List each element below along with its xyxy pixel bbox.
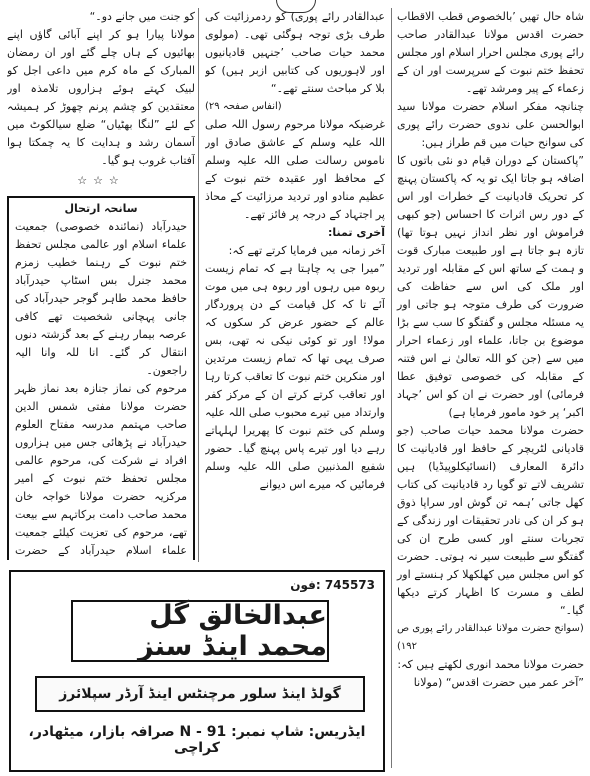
advertisement-box (9, 570, 385, 772)
section-heading: آخری تمنا: (328, 226, 385, 239)
paragraph: عبدالقادر رائے پوری) کو ردمرزائیت کی طرف بڑی توجہ ہوگئی تھی۔ (مولوی محمد حیات صاحب ’جنہیں قادیانیوں اور لاہوریوں کی کتابیں ازبر ہیں) کو بلا کر مباحث سنتے تھے۔“ (205, 10, 385, 95)
quote-paragraph: ”پاکستان کے دوران قیام دو نئی باتوں کا اضافہ ہو جاتا ایک تو یہ کہ پاکستان پہنچ کر تحریک قادیانیت کے خطرات اور اس کے دور رس اثرات کا احساس (جو کبھی فراموش اور نظر انداز نہیں ہوتا تھا) تازہ ہو جاتا ہے اور طبیعت مبارک قوت و ہمت کے ساتھ اس کے مقابلہ اور تردید اور ملک کی اس سے حفاظت کی ضرورت کی طرف متوجہ ہو جاتی اور یہ مسئلہ مجلس و گفتگو کا سب سے بڑا موضوع بن جاتا، علماء اور زعماء احرار میں سے (جن کو اللہ تعالیٰ نے اس فتنہ کے مقابلہ کی خصوصی توفیق عطا فرمائی) اور حضرت نے ان کو اس ’جہاد اکبر‘ پر خود مامور فرمایا ہے) (397, 154, 584, 419)
ad-phone-label: فون: (290, 578, 321, 592)
ad-company-name-box (71, 600, 329, 662)
ad-phone (290, 578, 375, 592)
obituary-title: سانحہ ارتحال (64, 202, 138, 215)
ad-company-name: عبدالخالق گل محمد اینڈ سنز (137, 600, 327, 662)
obituary-paragraph: حیدرآباد (نمائندہ خصوصی) جمعیت علماء اسلام اور عالمی مجلس تحفظ ختم نبوت کے رہنما خطیب زمزم محمد جنرل بس اسٹاپ حیدرآباد حافظ محمد طاہر گوجر حیدرآباد کی جانی پہچانی شخصیت تھے کافی عرصہ بیمار رہنے کے بعد گزشتہ دنوں انتقال کر گئے۔ انا للہ وانا الیہ راجعون۔ (15, 220, 187, 377)
paragraph: چنانچہ مفکر اسلام حضرت مولانا سید ابوالحسن علی ندوی حضرت رائے پوری کی سوانح حیات میں قم طراز ہیں: (397, 100, 584, 149)
column-middle (205, 8, 385, 560)
obituary-box (7, 196, 195, 560)
citation: (سوانح حضرت مولانا عبدالقادر رائے پوری ص ۱۹۲) (397, 623, 584, 652)
paragraph: غرضیکہ مولانا مرحوم رسول اللہ صلی اللہ علیہ وسلم کے عاشق صادق اور ناموس رسالت صلی اللہ علیہ وسلم کے محافظ اور عقیدہ ختم نبوت کے عظیم منادو اور تردید مرزائیت کے محاذ پر اجتہاد کے درجہ پر فائز تھے۔ (205, 118, 385, 221)
citation: (انفاس صفحہ ۲۹) (205, 101, 282, 112)
obituary-paragraph: مرحوم کی نماز جنازہ بعد نماز ظہر حضرت مولانا مفتی شمس الدین صاحب مہتمم مدرسہ مفتاح العلوم حیدرآباد نے پڑھائی جس میں ہزاروں افراد نے شرکت کی، مرحوم عالمی مجلس تحفظ ختم نبوت کے امیر مرکزیہ حضرت مولانا خواجہ خان محمد صاحب دامت برکاتہم سے بیعت تھے، مرحوم کی تعزیت کیلئے جمعیت علماء اسلام حیدرآباد کے حضرت (15, 382, 187, 557)
column-divider (198, 8, 199, 562)
paragraph: آخر زمانہ میں فرمایا کرتے تھے کہ: (228, 244, 385, 257)
column-left (7, 8, 195, 560)
paragraph: حضرت مولانا محمد انوری لکھتے ہیں کہ: (397, 658, 584, 671)
paragraph: مولانا پیارا ہو کر اپنے آبائی گاؤں اپنے بھائیوں کے ہاں چلے گئے اور ان رمضان المبارک کے ماہ کرم میں داعی اجل کو لبیک کہتے ہوئے ہزاروں تلامذہ اور معتقدین کو چشم پرنم چھوڑ کر ہمیشہ کے لئے ”لنگا بھٹیاں“ ضلع سیالکوٹ میں آسمان رشد و ہدایت کا یہ چمکتا ہوا آفتاب غروب ہو گیا۔ (7, 28, 195, 167)
column-right (397, 8, 584, 692)
ad-phone-number: 745573 (324, 578, 375, 592)
column-divider (391, 8, 392, 768)
ad-tagline: گولڈ اینڈ سلور مرچنٹس اینڈ آرڈر سپلائرز (59, 686, 341, 702)
paragraph: ”آخر عمر میں حضرت اقدس“ (مولانا (413, 676, 584, 689)
ad-tagline-box (35, 676, 365, 712)
paragraph: کو جنت میں جانے دو۔“ (89, 10, 195, 23)
star-separator: ☆☆☆ (77, 174, 125, 187)
paragraph: شاہ حال تھیں ’بالخصوص قطب الاقطاب حضرت اقدس مولانا عبدالقادر صاحب رائے پوری مجلس احرار اسلام اور مجلس تحفظ ختم نبوت کے سرپرست اور ان کے زعماء کے پیر ومرشد تھے۔ (397, 10, 584, 95)
ad-address: ایڈریس: شاپ نمبر: N - 91 صرافہ بازار، میٹھادر، کراچی (28, 724, 366, 756)
paragraph: حضرت مولانا محمد حیات صاحب (جو قادیانی لٹریچر کے حافظ اور قادیانیت کا دائرۃ المعارف (انسائیکلوپیڈیا) ہیں تشریف لاتے تو گویا رد قادیانیت کی کتاب کھل جاتی ’ہمہ تن گوش اور سراپا ذوق ہو کر ان کی نادر تحقیقات اور زندگی کے تجربات سنتے اور کسی طرح ان کی گفتگو سے طبیعت سیر نہ ہوتی۔ حضرت کو اس مجلس میں کھلکھلا کر ہنستے اور لطف و مسرت کا اظہار کرتے دیکھا گیا۔“ (397, 424, 584, 617)
quote-paragraph: ”میرا جی یہ چاہتا ہے کہ تمام زیست ربوہ میں رہوں اور ربوہ ہی میں موت آئے تا کہ کل قیامت کے دن پروردگار عالم کے حضور عرض کر سکوں کہ مولا! اور تو کوئی نیکی نہ تھی، بس صرف یہی تھا کہ تمام زیست مرتدین اور منکرین ختم نبوت کا تعاقب کرتا رہا اور تعاقب کرتے کرتے ان کے مرکز کفر وارتداد میں تیرے محبوب صلی اللہ علیہ وسلم کی ختم نبوت کا پھریرا لہلہاتے رہے دیا اور تیرے پاس پہنچ گیا۔ حضور شفیع المذنبین صلی اللہ علیہ وسلم فرمائیں کہ میرے اس دیوانے (205, 262, 385, 491)
